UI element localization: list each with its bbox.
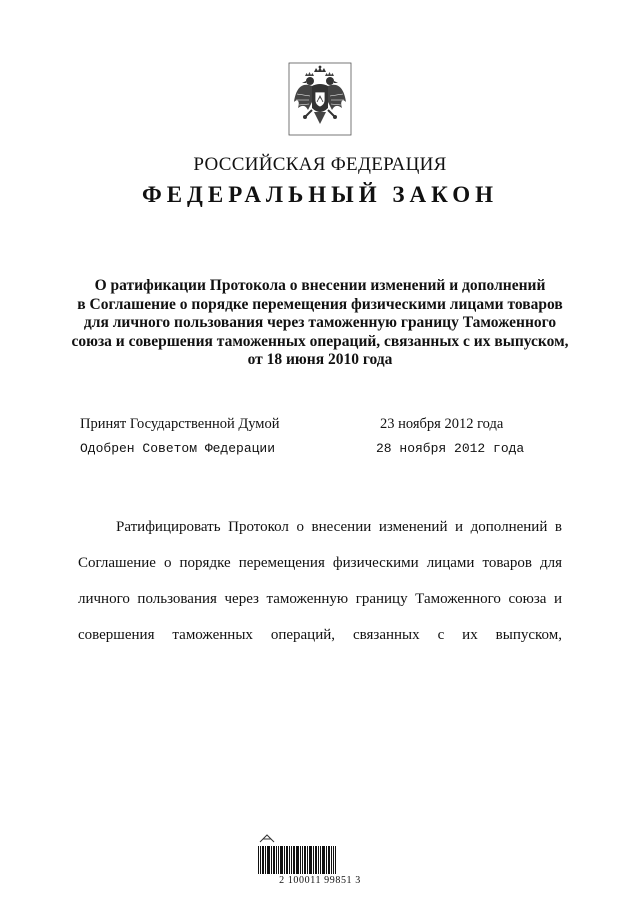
- body-line: личного пользования через таможенную границу Таможенного союза и: [78, 591, 562, 607]
- law-title-block: [60, 277, 580, 370]
- law-body: [78, 519, 562, 663]
- adoption-label: Принят Государственной Думой: [80, 416, 280, 432]
- body-line: совершения таможенных операций, связанных с их выпуском,: [78, 627, 562, 643]
- body-line: Ратифицировать Протокол о внесении изменений и дополнений в: [116, 519, 562, 535]
- law-title-line: от 18 июня 2010 года: [247, 351, 393, 368]
- body-line: Соглашение о порядке перемещения физическими лицами товаров для: [78, 555, 562, 571]
- law-title-line: О ратификации Протокола о внесении изменений и дополнений: [94, 277, 546, 294]
- law-title-line: союза и совершения таможенных операций, связанных с их выпуском,: [71, 332, 569, 350]
- barcode-number: 2 100011 99851 3: [279, 875, 361, 886]
- law-title-line: для личного пользования через таможенную границу Таможенного: [83, 314, 557, 331]
- registration-mark-icon: [258, 832, 276, 844]
- coat-of-arms-icon: [288, 62, 352, 136]
- adoption-label: Одобрен Советом Федерации: [80, 441, 276, 456]
- barcode-icon: [258, 846, 336, 874]
- country-name: РОССИЙСКАЯ ФЕДЕРАЦИЯ: [193, 154, 447, 175]
- document-type: ФЕДЕРАЛЬНЫЙ ЗАКОН: [141, 182, 499, 207]
- adoption-date: 23 ноября 2012 года: [380, 416, 504, 432]
- adoption-date: 28 ноября 2012 года: [376, 441, 525, 456]
- law-title-line: в Соглашение о порядке перемещения физическими лицами товаров: [77, 295, 563, 313]
